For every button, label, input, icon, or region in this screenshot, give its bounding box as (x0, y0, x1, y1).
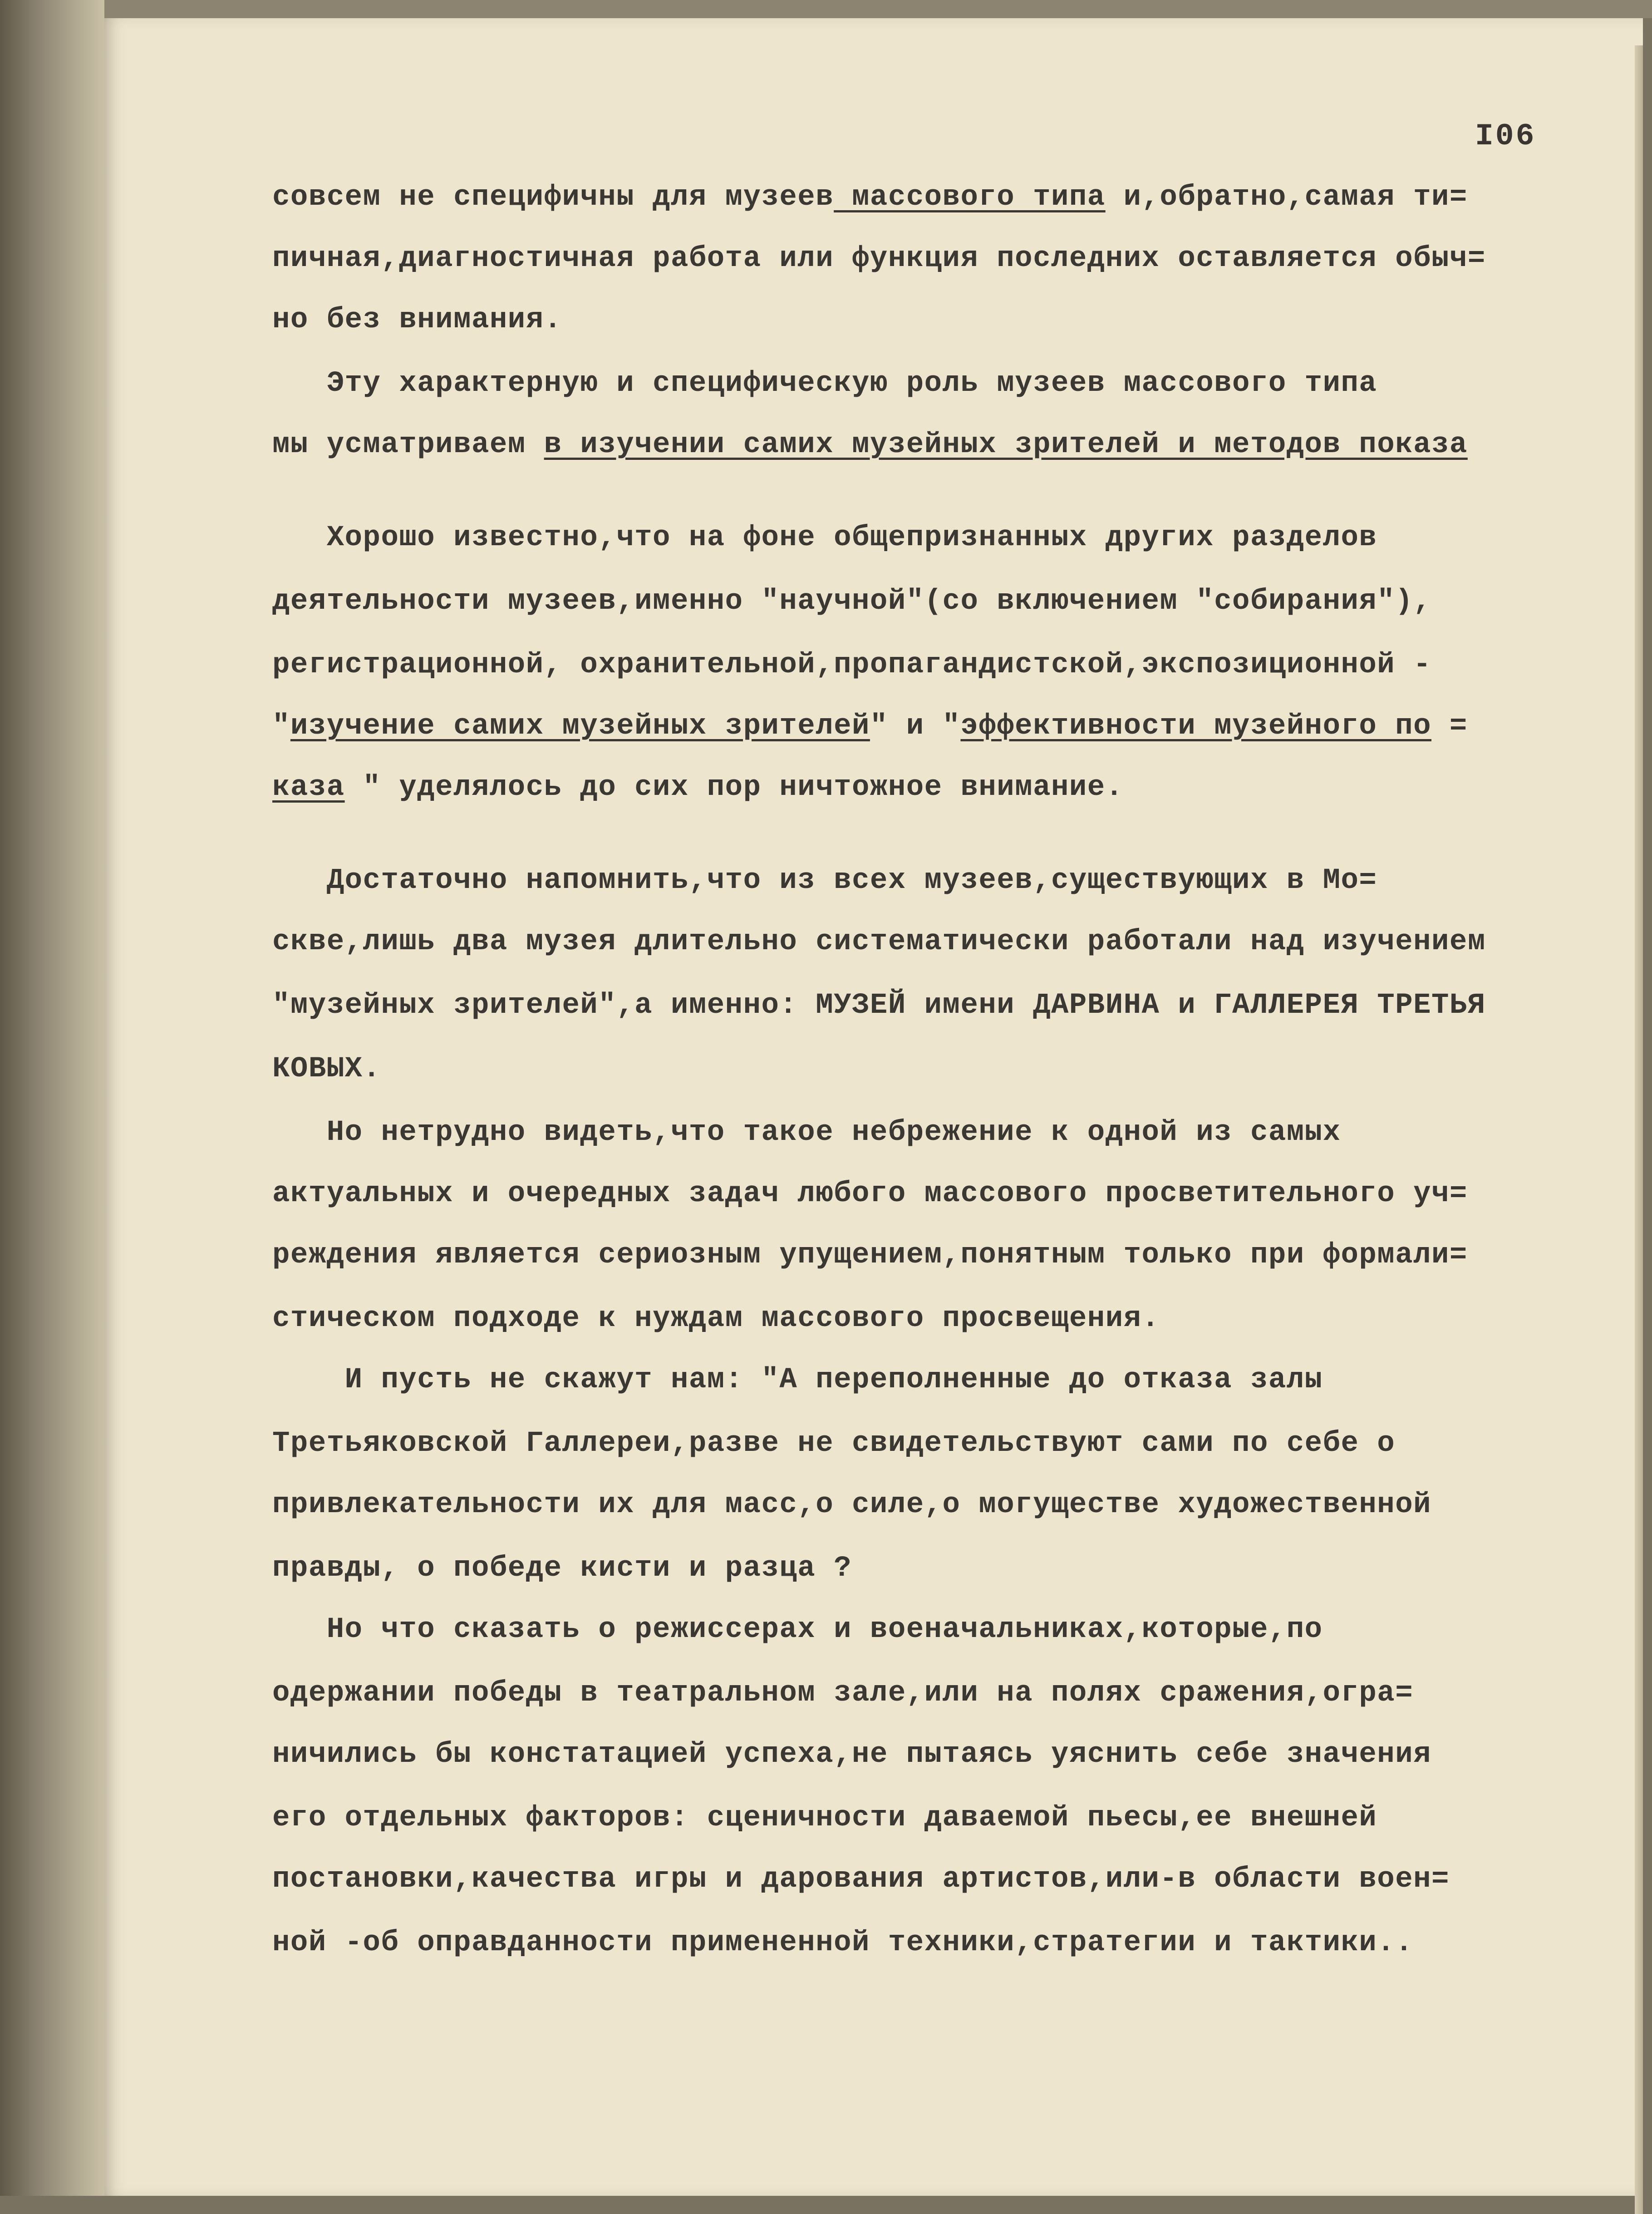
line-text: но без внимания. (272, 304, 562, 336)
line-text: пичная,диагностичная работа или функция последних оставляется обыч= (272, 242, 1486, 275)
line-text: " (272, 710, 290, 743)
page-number: I06 (1475, 119, 1536, 154)
text-line (272, 860, 1377, 901)
text-line (272, 645, 1431, 685)
underlined-text: массового типа (834, 181, 1106, 214)
text-line (272, 518, 1377, 558)
text-line (272, 985, 1486, 1026)
line-text: мы усматриваем (272, 429, 544, 461)
line-text: реждения является сериозным упущением,понятным только при формали= (272, 1239, 1468, 1272)
line-text: Но что сказать о режиссерах и военачальниках,которые,по (272, 1613, 1323, 1646)
line-text: И пусть не скажут нам: "А переполненные до отказа залы (272, 1364, 1323, 1396)
line-text: совсем не специфичны для музеев (272, 181, 834, 214)
line-text: стическом подходе к нуждам массового просвещения. (272, 1302, 1160, 1335)
page-edge (1635, 45, 1643, 2214)
line-text: регистрационной, охранительной,пропагандистской,экспозиционной - (272, 649, 1431, 681)
line-text: КОВЫХ. (272, 1053, 381, 1085)
text-line (272, 1298, 1160, 1339)
text-line (272, 1112, 1341, 1153)
text-line (272, 1859, 1450, 1900)
text-line (272, 922, 1486, 962)
line-text: одержании победы в театральном зале,или на полях сражения,огра= (272, 1677, 1414, 1710)
line-text: и,обратно,самая ти= (1105, 181, 1468, 214)
text-line (272, 767, 1124, 808)
underlined-text: в изучении самих музейных зрителей и методов показа (544, 429, 1468, 461)
text-line (272, 1734, 1431, 1775)
line-text: деятельности музеев,именно "научной"(со включением "собирания"), (272, 585, 1431, 618)
line-text: = (1431, 710, 1468, 743)
line-text: " и " (870, 710, 961, 743)
line-text: правды, о победе кисти и разца ? (272, 1552, 852, 1585)
line-text: актуальных и очередных задач любого массового просветительного уч= (272, 1178, 1468, 1210)
text-line (272, 1174, 1468, 1214)
line-text: ной -об оправданности примененной техники,стратегии и тактики.. (272, 1927, 1414, 1959)
line-text: привлекательности их для масс,о силе,о могуществе художественной (272, 1489, 1431, 1521)
line-text: Эту характерную и специфическую роль музеев массового типа (272, 367, 1377, 400)
text-line (272, 424, 1468, 465)
text-line (272, 1798, 1377, 1839)
line-text: Но нетрудно видеть,что такое небрежение к одной из самых (272, 1116, 1341, 1149)
text-line (272, 363, 1377, 404)
text-line (272, 238, 1486, 279)
line-text: "музейных зрителей",а именно: МУЗЕЙ имени ДАРВИНА и ГАЛЛЕРЕЯ ТРЕТЬЯ (272, 989, 1486, 1022)
text-line (272, 1609, 1323, 1650)
text-line (272, 300, 562, 340)
text-line (272, 1049, 381, 1090)
line-text: " уделялось до сих пор ничтожное внимание. (344, 771, 1124, 804)
line-text: скве,лишь два музея длительно систематически работали над изучением (272, 926, 1486, 958)
text-line (272, 706, 1468, 747)
text-line (272, 1423, 1395, 1464)
underlined-text: каза (272, 771, 345, 804)
text-line (272, 1360, 1323, 1400)
text-line (272, 581, 1431, 622)
text-line (272, 1673, 1413, 1714)
line-text: Хорошо известно,что на фоне общепризнанных других разделов (272, 522, 1377, 554)
line-text: постановки,качества игры и дарования артистов,или-в области воен= (272, 1863, 1450, 1896)
text-line (272, 1484, 1431, 1525)
line-text: Третьяковской Галлереи,разве не свидетельствуют сами по себе о (272, 1427, 1396, 1460)
underlined-text: эффективности музейного по (960, 710, 1431, 743)
line-text: ничились бы констатацией успеха,не пытаясь уяснить себе значения (272, 1738, 1431, 1771)
book-binding (0, 0, 104, 2196)
text-line (272, 1923, 1413, 1963)
underlined-text: изучение самих музейных зрителей (290, 710, 870, 743)
text-line (272, 1548, 852, 1589)
line-text: его отдельных факторов: сценичности даваемой пьесы,ее внешней (272, 1802, 1377, 1834)
text-line (272, 1235, 1468, 1276)
scanner-background (0, 0, 1652, 18)
line-text: Достаточно напомнить,что из всех музеев,существующих в Мо= (272, 864, 1377, 897)
text-line (272, 177, 1468, 218)
